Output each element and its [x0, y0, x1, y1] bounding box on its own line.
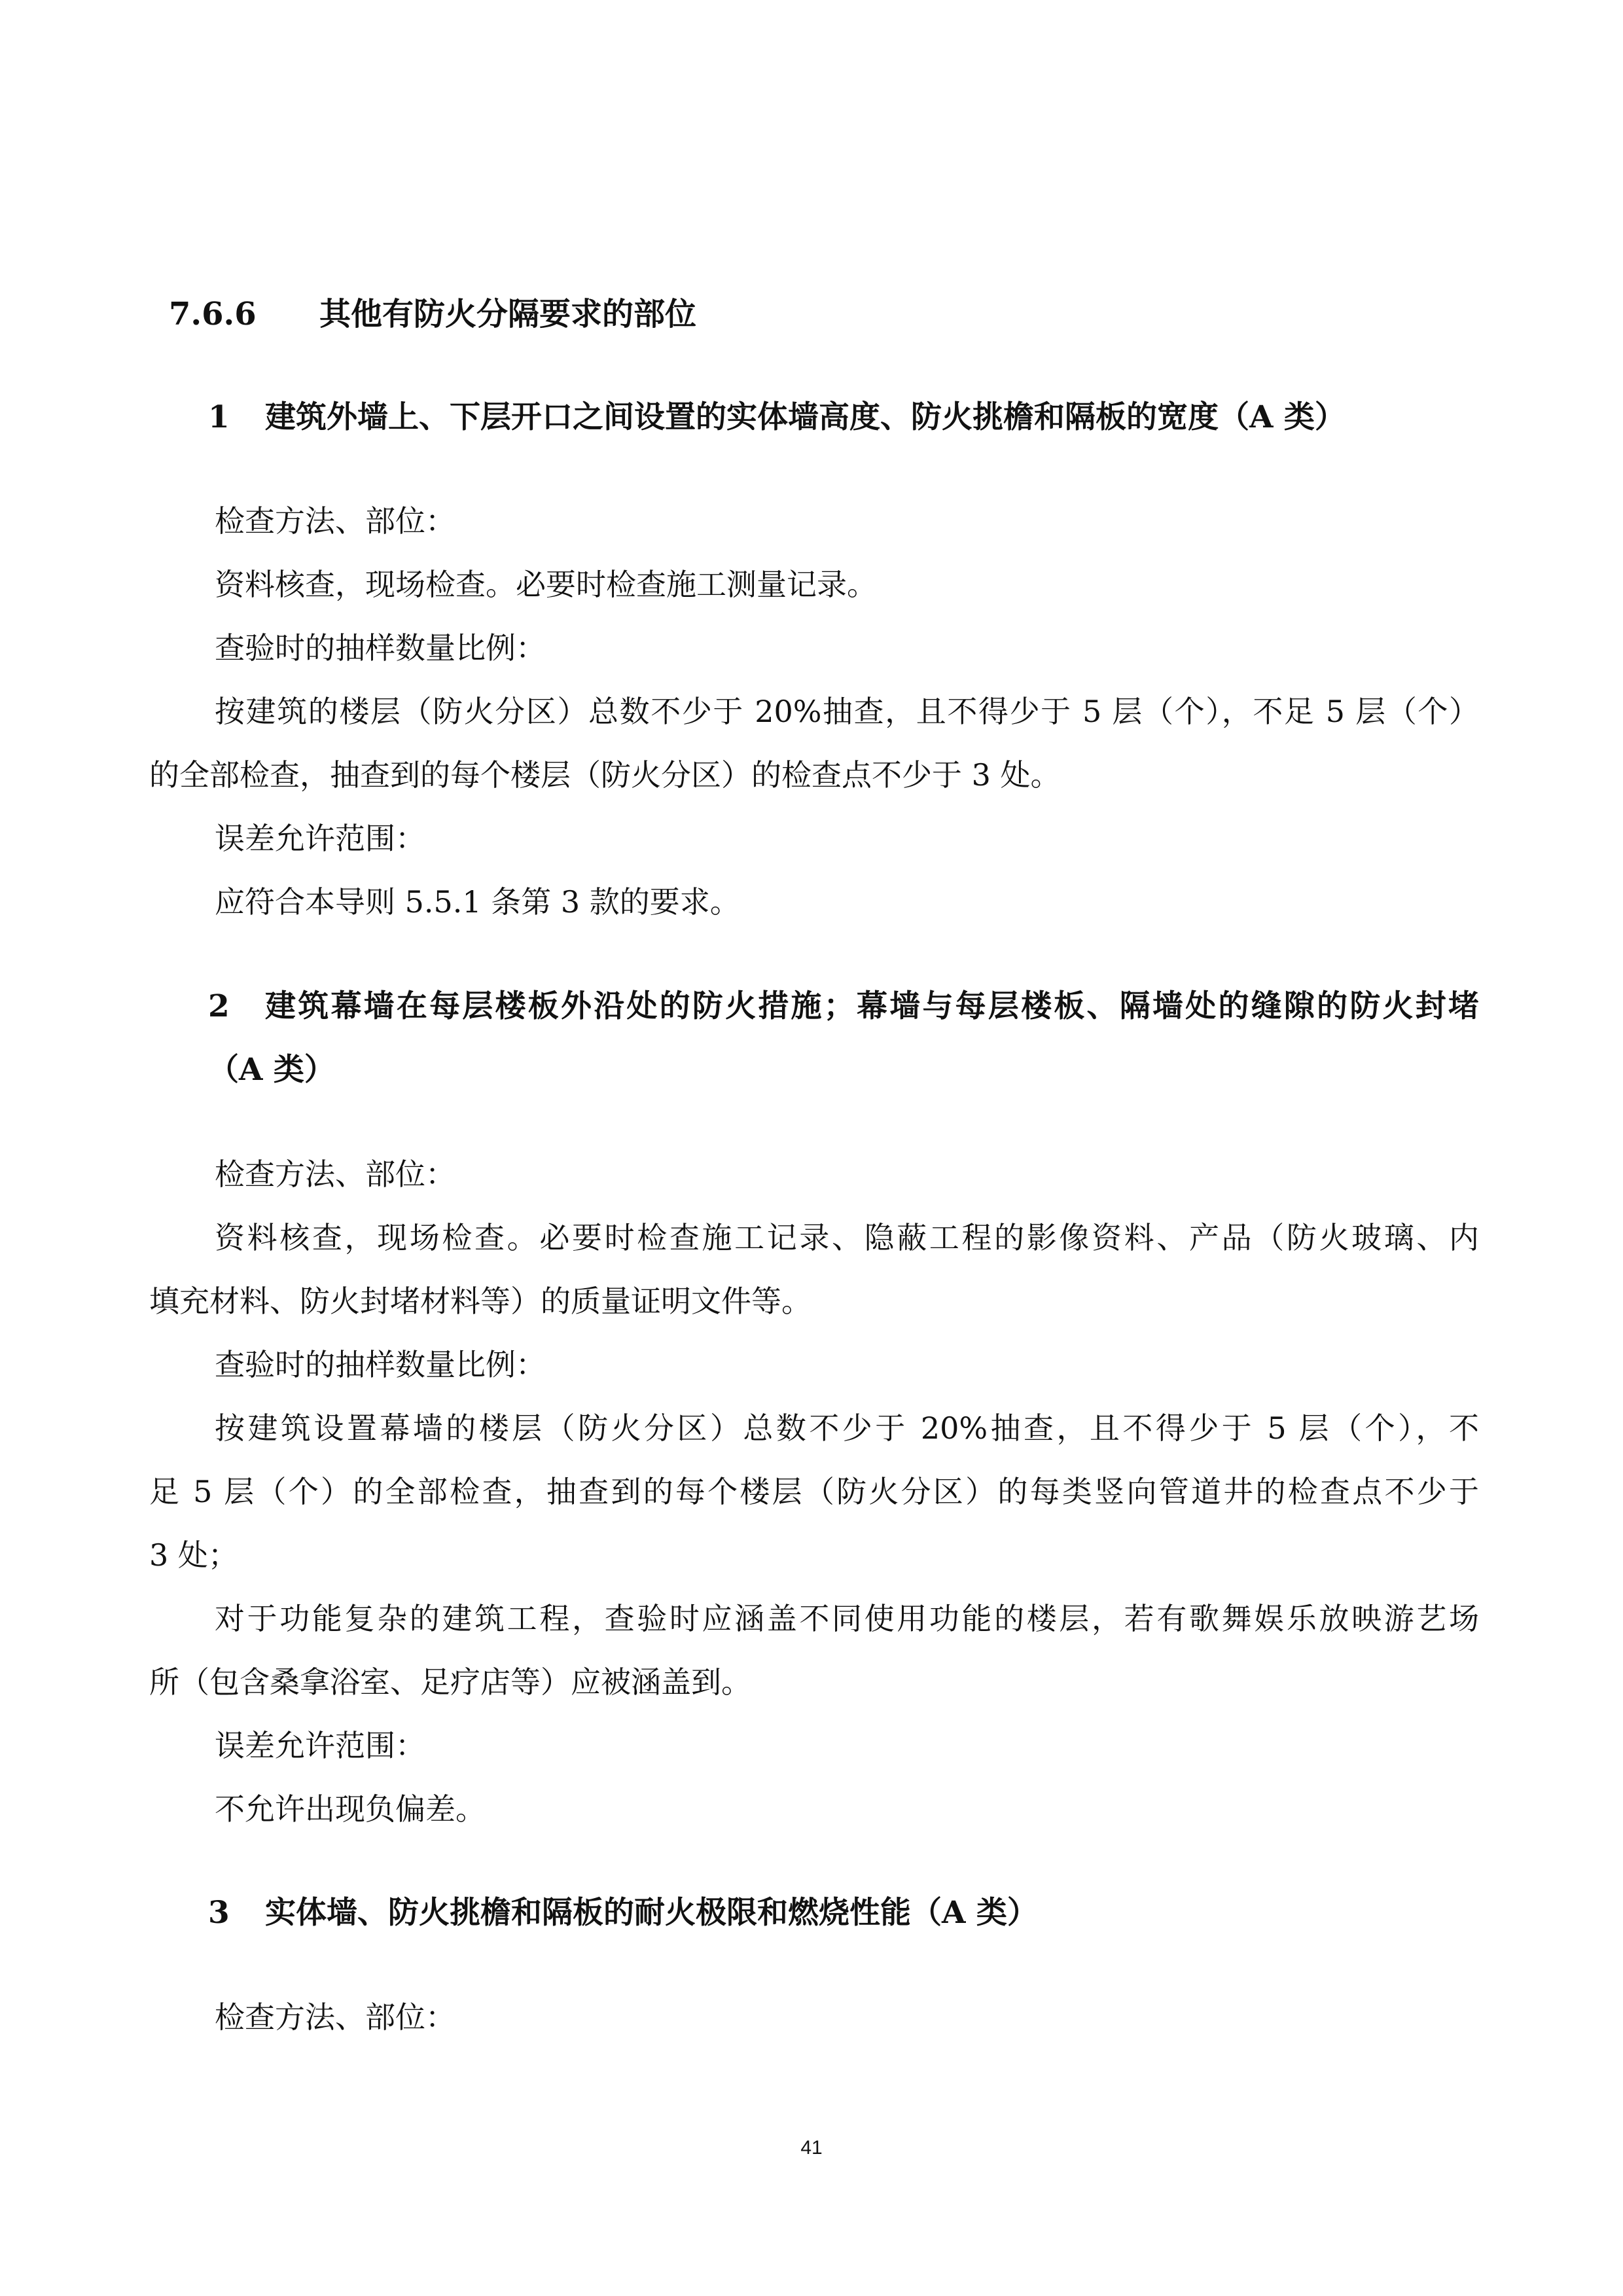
item-1-label-sampling: 查验时的抽样数量比例：: [215, 630, 546, 666]
item-1-tolerance-text: 应符合本导则 5.5.1 条第 3 款的要求。: [215, 884, 740, 920]
item-3-number: 3: [208, 1895, 230, 1931]
item-2-label-sampling: 查验时的抽样数量比例：: [215, 1347, 546, 1382]
item-2-scope-text-1: 对于功能复杂的建筑工程，查验时应涵盖不同使用功能的楼层，若有歌舞娱乐放映游艺场: [215, 1601, 1479, 1636]
section-heading: [169, 295, 257, 334]
item-2-label-method: 检查方法、部位：: [215, 1157, 455, 1192]
item-2-method-text-1: 资料核查，现场检查。必要时检查施工记录、隐蔽工程的影像资料、产品（防火玻璃、内: [215, 1220, 1479, 1255]
item-2-method-text-2: 填充材料、防火封堵材料等）的质量证明文件等。: [149, 1283, 812, 1319]
item-2-scope-text-2: 所（包含桑拿浴室、足疗店等）应被涵盖到。: [149, 1664, 751, 1700]
item-3-label-method: 检查方法、部位：: [215, 2000, 455, 2035]
item-2-sampling-text-3: 3 处；: [149, 1537, 238, 1573]
page-number: 41: [800, 2137, 823, 2159]
item-3-title: 实体墙、防火挑檐和隔板的耐火极限和燃烧性能（A 类）: [265, 1895, 1038, 1931]
item-1-sampling-text-1: 按建筑的楼层（防火分区）总数不少于 20%抽查，且不得少于 5 层（个），不足 5 层（个）: [215, 694, 1479, 729]
section-title: 其他有防火分隔要求的部位: [319, 296, 697, 332]
item-1-label-method: 检查方法、部位：: [215, 503, 455, 539]
item-1-title: 建筑外墙上、下层开口之间设置的实体墙高度、防火挑檐和隔板的宽度（A 类）: [265, 399, 1346, 435]
item-2-tolerance-text: 不允许出现负偏差。: [215, 1791, 486, 1827]
item-1-method-text: 资料核查，现场检查。必要时检查施工测量记录。: [215, 567, 877, 602]
item-2-number: 2: [208, 988, 230, 1024]
item-1-sampling-text-2: 的全部检查，抽查到的每个楼层（防火分区）的检查点不少于 3 处。: [149, 757, 1061, 793]
section-number: 7.6.6: [169, 296, 257, 332]
item-2-title-line-2: （A 类）: [208, 1052, 335, 1088]
item-2-sampling-text-2: 足 5 层（个）的全部检查，抽查到的每个楼层（防火分区）的每类竖向管道井的检查点不少于: [149, 1474, 1479, 1509]
item-1-number: 1: [208, 399, 230, 435]
item-2-title-line-1: 建筑幕墙在每层楼板外沿处的防火措施；幕墙与每层楼板、隔墙处的缝隙的防火封堵: [265, 988, 1479, 1024]
item-2-label-tolerance: 误差允许范围：: [215, 1728, 425, 1763]
item-2-sampling-text-1: 按建筑设置幕墙的楼层（防火分区）总数不少于 20%抽查，且不得少于 5 层（个），不: [215, 1410, 1479, 1446]
item-1-label-tolerance: 误差允许范围：: [215, 821, 425, 856]
